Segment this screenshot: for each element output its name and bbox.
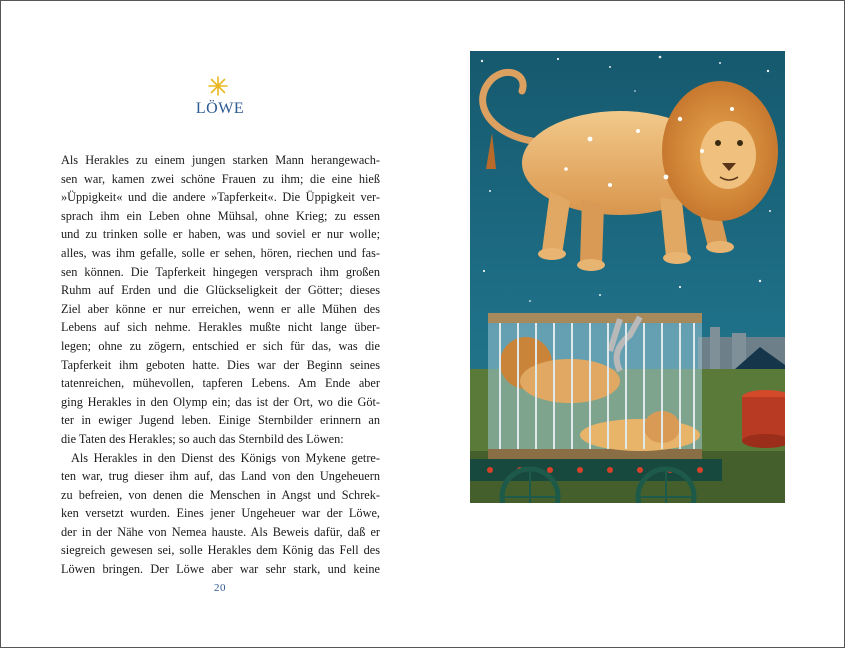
text-line: der in der Nähe von Nemea hauste. Als Beweis dafür, daß er — [61, 524, 380, 539]
text-line: Als Herakles zu einem jungen starken Mann herangewach- — [61, 153, 380, 167]
text-line: »Üppigkeit« und die andere »Tapferkeit«. Die Üppigkeit ver- — [61, 190, 380, 205]
text-line: und zu trinken solle er haben, was und soviel er nur wolle; — [61, 227, 380, 242]
text-line: Ruhm auf Erden und die Glückseligkeit der Götter; dieses — [61, 283, 380, 298]
text-line: Ziel aber könne er nur erreichen, wenn er alle Mühen des — [61, 301, 380, 316]
text-line: ging Herakles in den Olymp ein; das ist der Ort, wo die Göt- — [61, 394, 380, 409]
text-line: alles, was ihm gefalle, solle er sehen, hören, riechen und fas- — [61, 245, 380, 260]
text-line: ken versetzt wurden. Eines jener Ungeheuer war der Löwe, — [61, 506, 380, 521]
star-icon — [208, 76, 228, 96]
text-line: tatenreichen, mühevollen, tapferen Lebens. Am Ende aber — [61, 376, 380, 391]
text-line: ten war, trug dieser ihm auf, das Land von den Ungeheuern — [61, 469, 380, 484]
chapter-title: LÖWE — [195, 100, 245, 117]
text-line: ter in ewiger Jugend leben. Einige Sternbilder erinnern an — [61, 413, 380, 428]
text-line: Tapferkeit ihm geboten hatte. Dies war der Beginn seines — [61, 357, 380, 372]
text-line: sprach ihm ein Leben ohne Mühsal, ohne Krieg; zu essen — [61, 208, 380, 223]
text-line: sen können. Die Tapferkeit hingegen versprach ihm großen — [61, 264, 380, 279]
lion-illustration — [470, 51, 785, 503]
text-line: siegreich gewesen sei, solle Herakles dem König das Fell des — [61, 543, 380, 558]
text-line: Als Herakles in den Dienst des Königs von Mykene getre- — [71, 450, 380, 465]
text-line: Lebens auf sich nehme. Herakles mußte nicht lange über- — [61, 320, 380, 335]
text-line: sen war, kamen zwei schöne Frauen zu ihm; die eine hieß — [61, 171, 380, 186]
page-number: 20 — [214, 582, 226, 594]
body-text — [61, 151, 380, 579]
text-line: legen; ohne zu zögern, entschied er sich für das, was die — [61, 338, 380, 353]
text-line: zu befreien, von denen die Menschen in Angst und Schrek- — [61, 487, 380, 502]
text-line: die Taten des Herakles; so auch das Sternbild des Löwen: — [61, 431, 344, 446]
text-line: Löwen bringen. Der Löwe aber war sehr stark, und keine — [61, 562, 380, 577]
